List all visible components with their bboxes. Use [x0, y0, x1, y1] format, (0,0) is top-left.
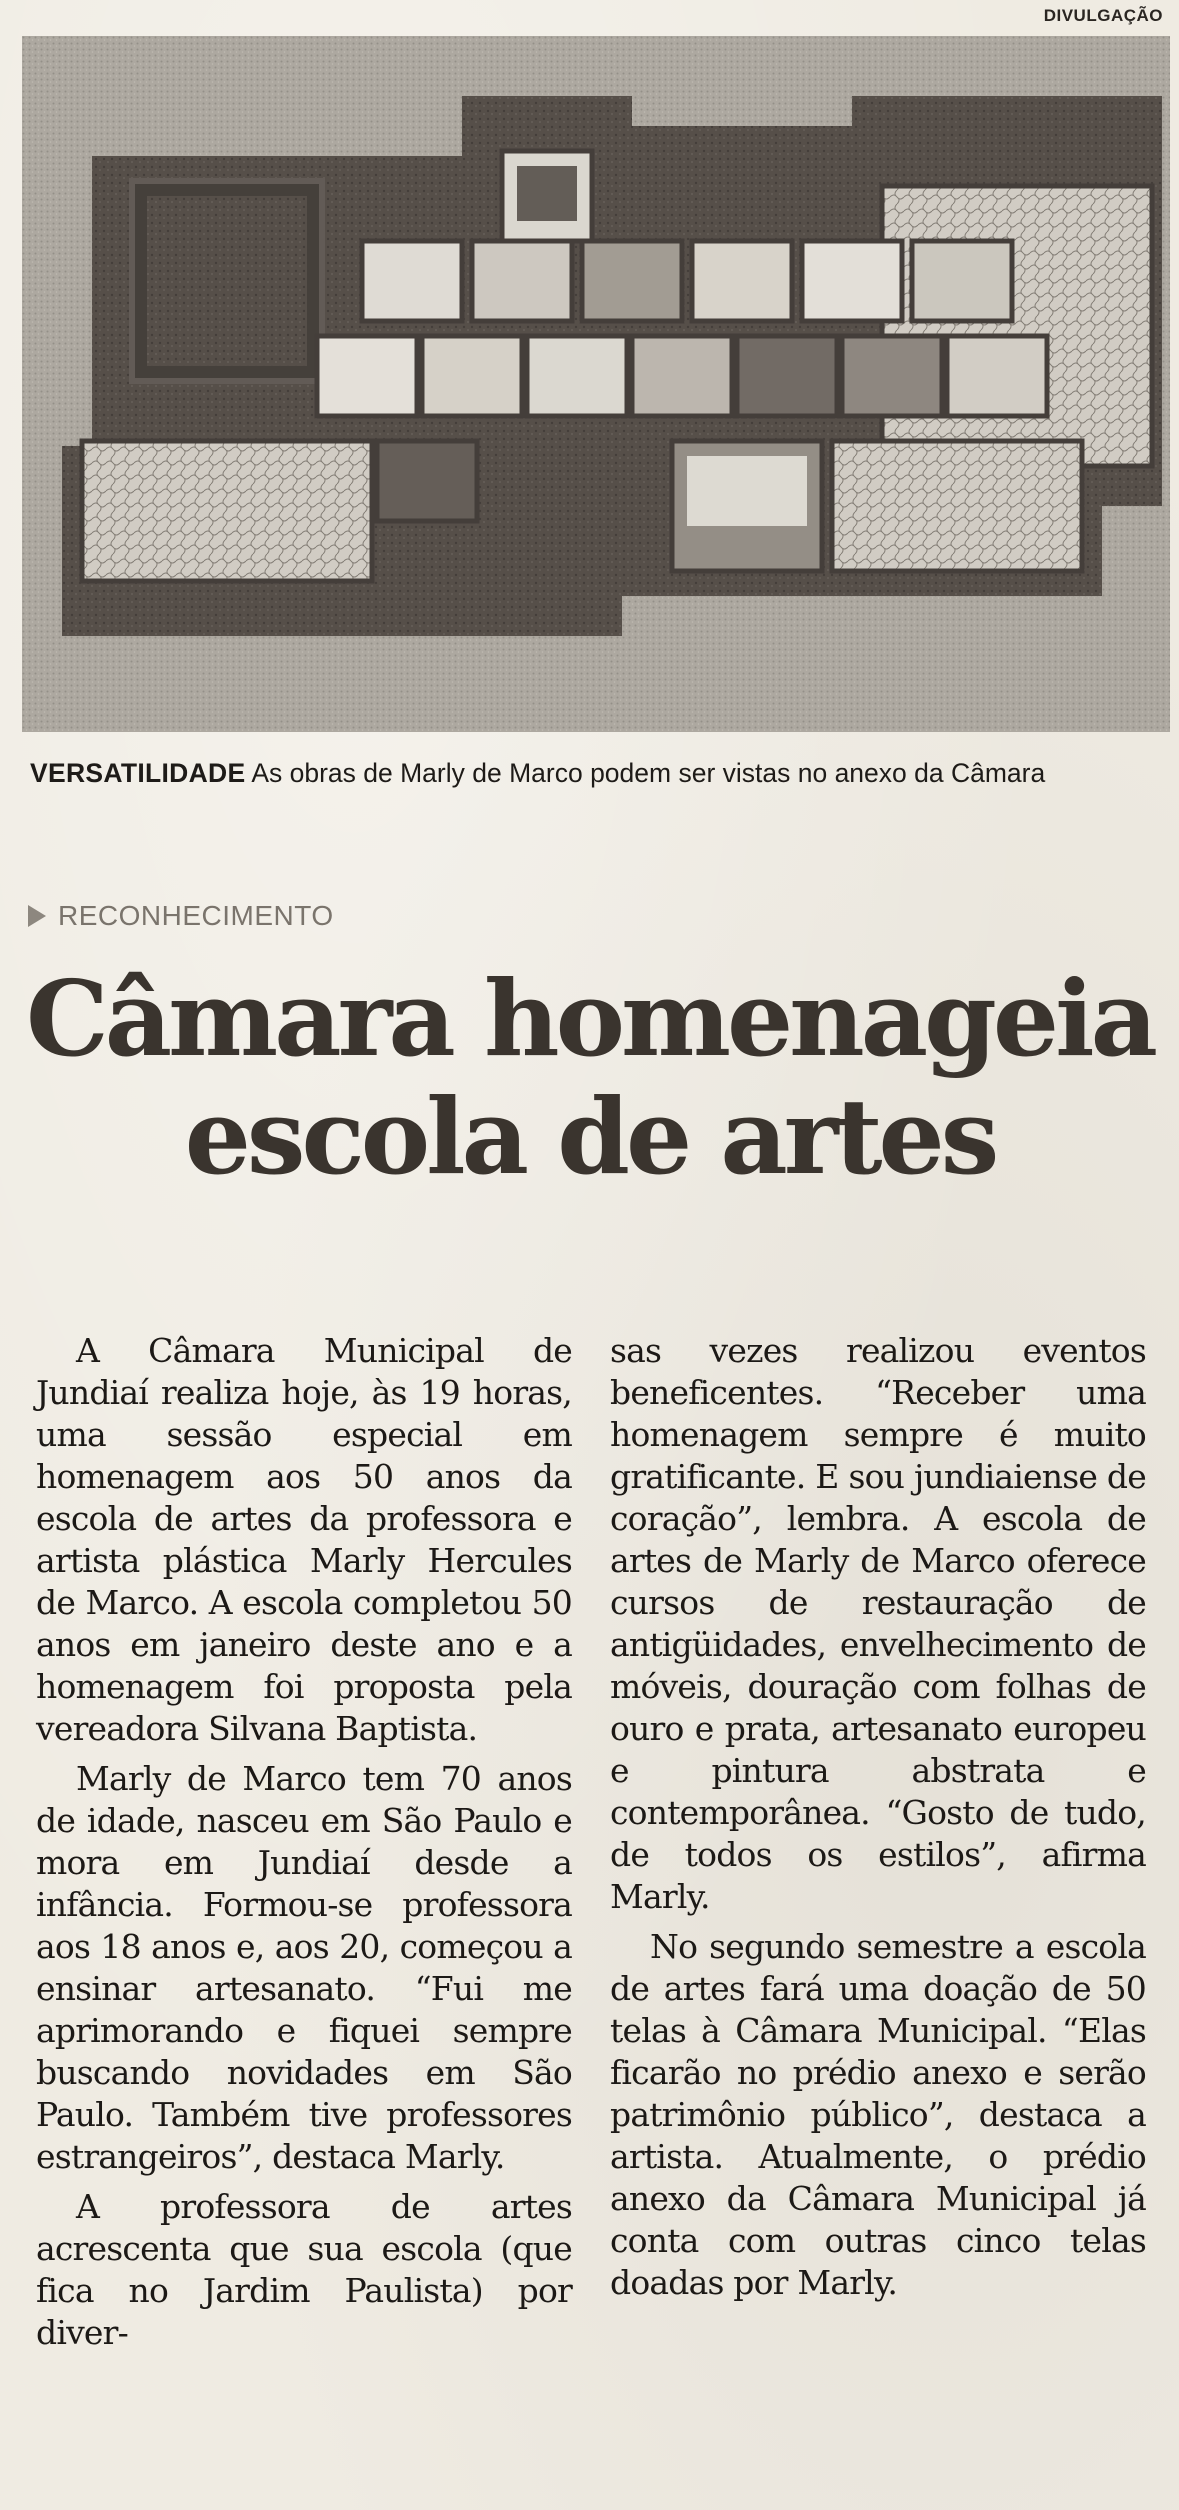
headline-line-2: escola de artes — [184, 1075, 996, 1198]
article-paragraph: No segundo semestre a escola de artes fará uma doação de 50 telas à Câmara Municipal. “Elas ficarão no prédio anexo e serão patrimônio público”, destaca a artista. Atualmente, o prédio anexo da Câmara Municipal já conta com outras cinco telas doadas por Marly. — [610, 1927, 1146, 2302]
photo-credit: DIVULGAÇÃO — [1043, 6, 1163, 25]
headline — [20, 957, 1160, 1198]
article-paragraph: Marly de Marco tem 70 anos de idade, nasceu em São Paulo e mora em Jundiaí desde a infância. Formou-se professora aos 18 anos e, aos 20, começou a ensinar artesanato. “Fui me aprimorando e fiquei sempre buscando novidades em São Paulo. Também tive professores estrangeiros”, destaca Marly. — [36, 1759, 572, 2176]
article-paragraph: A Câmara Municipal de Jundiaí realiza hoje, às 19 horas, uma sessão especial em homenagem aos 50 anos da escola de artes da professora e artista plástica Marly Hercules de Marco. A escola completou 50 anos em janeiro deste ano e a homenagem foi proposta pela vereadora Silvana Baptista. — [36, 1331, 572, 1748]
arrow-right-icon — [28, 905, 46, 927]
artwork-image — [22, 36, 1170, 732]
article-column-right — [610, 1330, 1146, 2312]
article-column-left — [36, 1330, 572, 2362]
caption-text: As obras de Marly de Marco podem ser vistas no anexo da Câmara — [251, 758, 1046, 788]
section-label — [28, 900, 334, 932]
photo-caption — [30, 758, 1164, 798]
caption-label: VERSATILIDADE — [30, 758, 246, 788]
section-name: RECONHECIMENTO — [58, 900, 334, 931]
article-paragraph: sas vezes realizou eventos beneficentes. “Receber uma homenagem sempre é muito gratificante. E sou jundiaiense de coração”, lembra. A escola de artes de Marly de Marco oferece cursos de restauração de antigüidades, envelhecimento de móveis, douração com folhas de ouro e prata, artesanato europeu e pintura abstrata e contemporânea. “Gosto de tudo, de todos os estilos”, afirma Marly. — [610, 1331, 1146, 1916]
article-paragraph: A professora de artes acrescenta que sua escola (que fica no Jardim Paulista) por diver- — [36, 2187, 572, 2352]
headline-line-1: Câmara homenageia — [26, 957, 1154, 1080]
artwork-photo — [22, 36, 1170, 732]
